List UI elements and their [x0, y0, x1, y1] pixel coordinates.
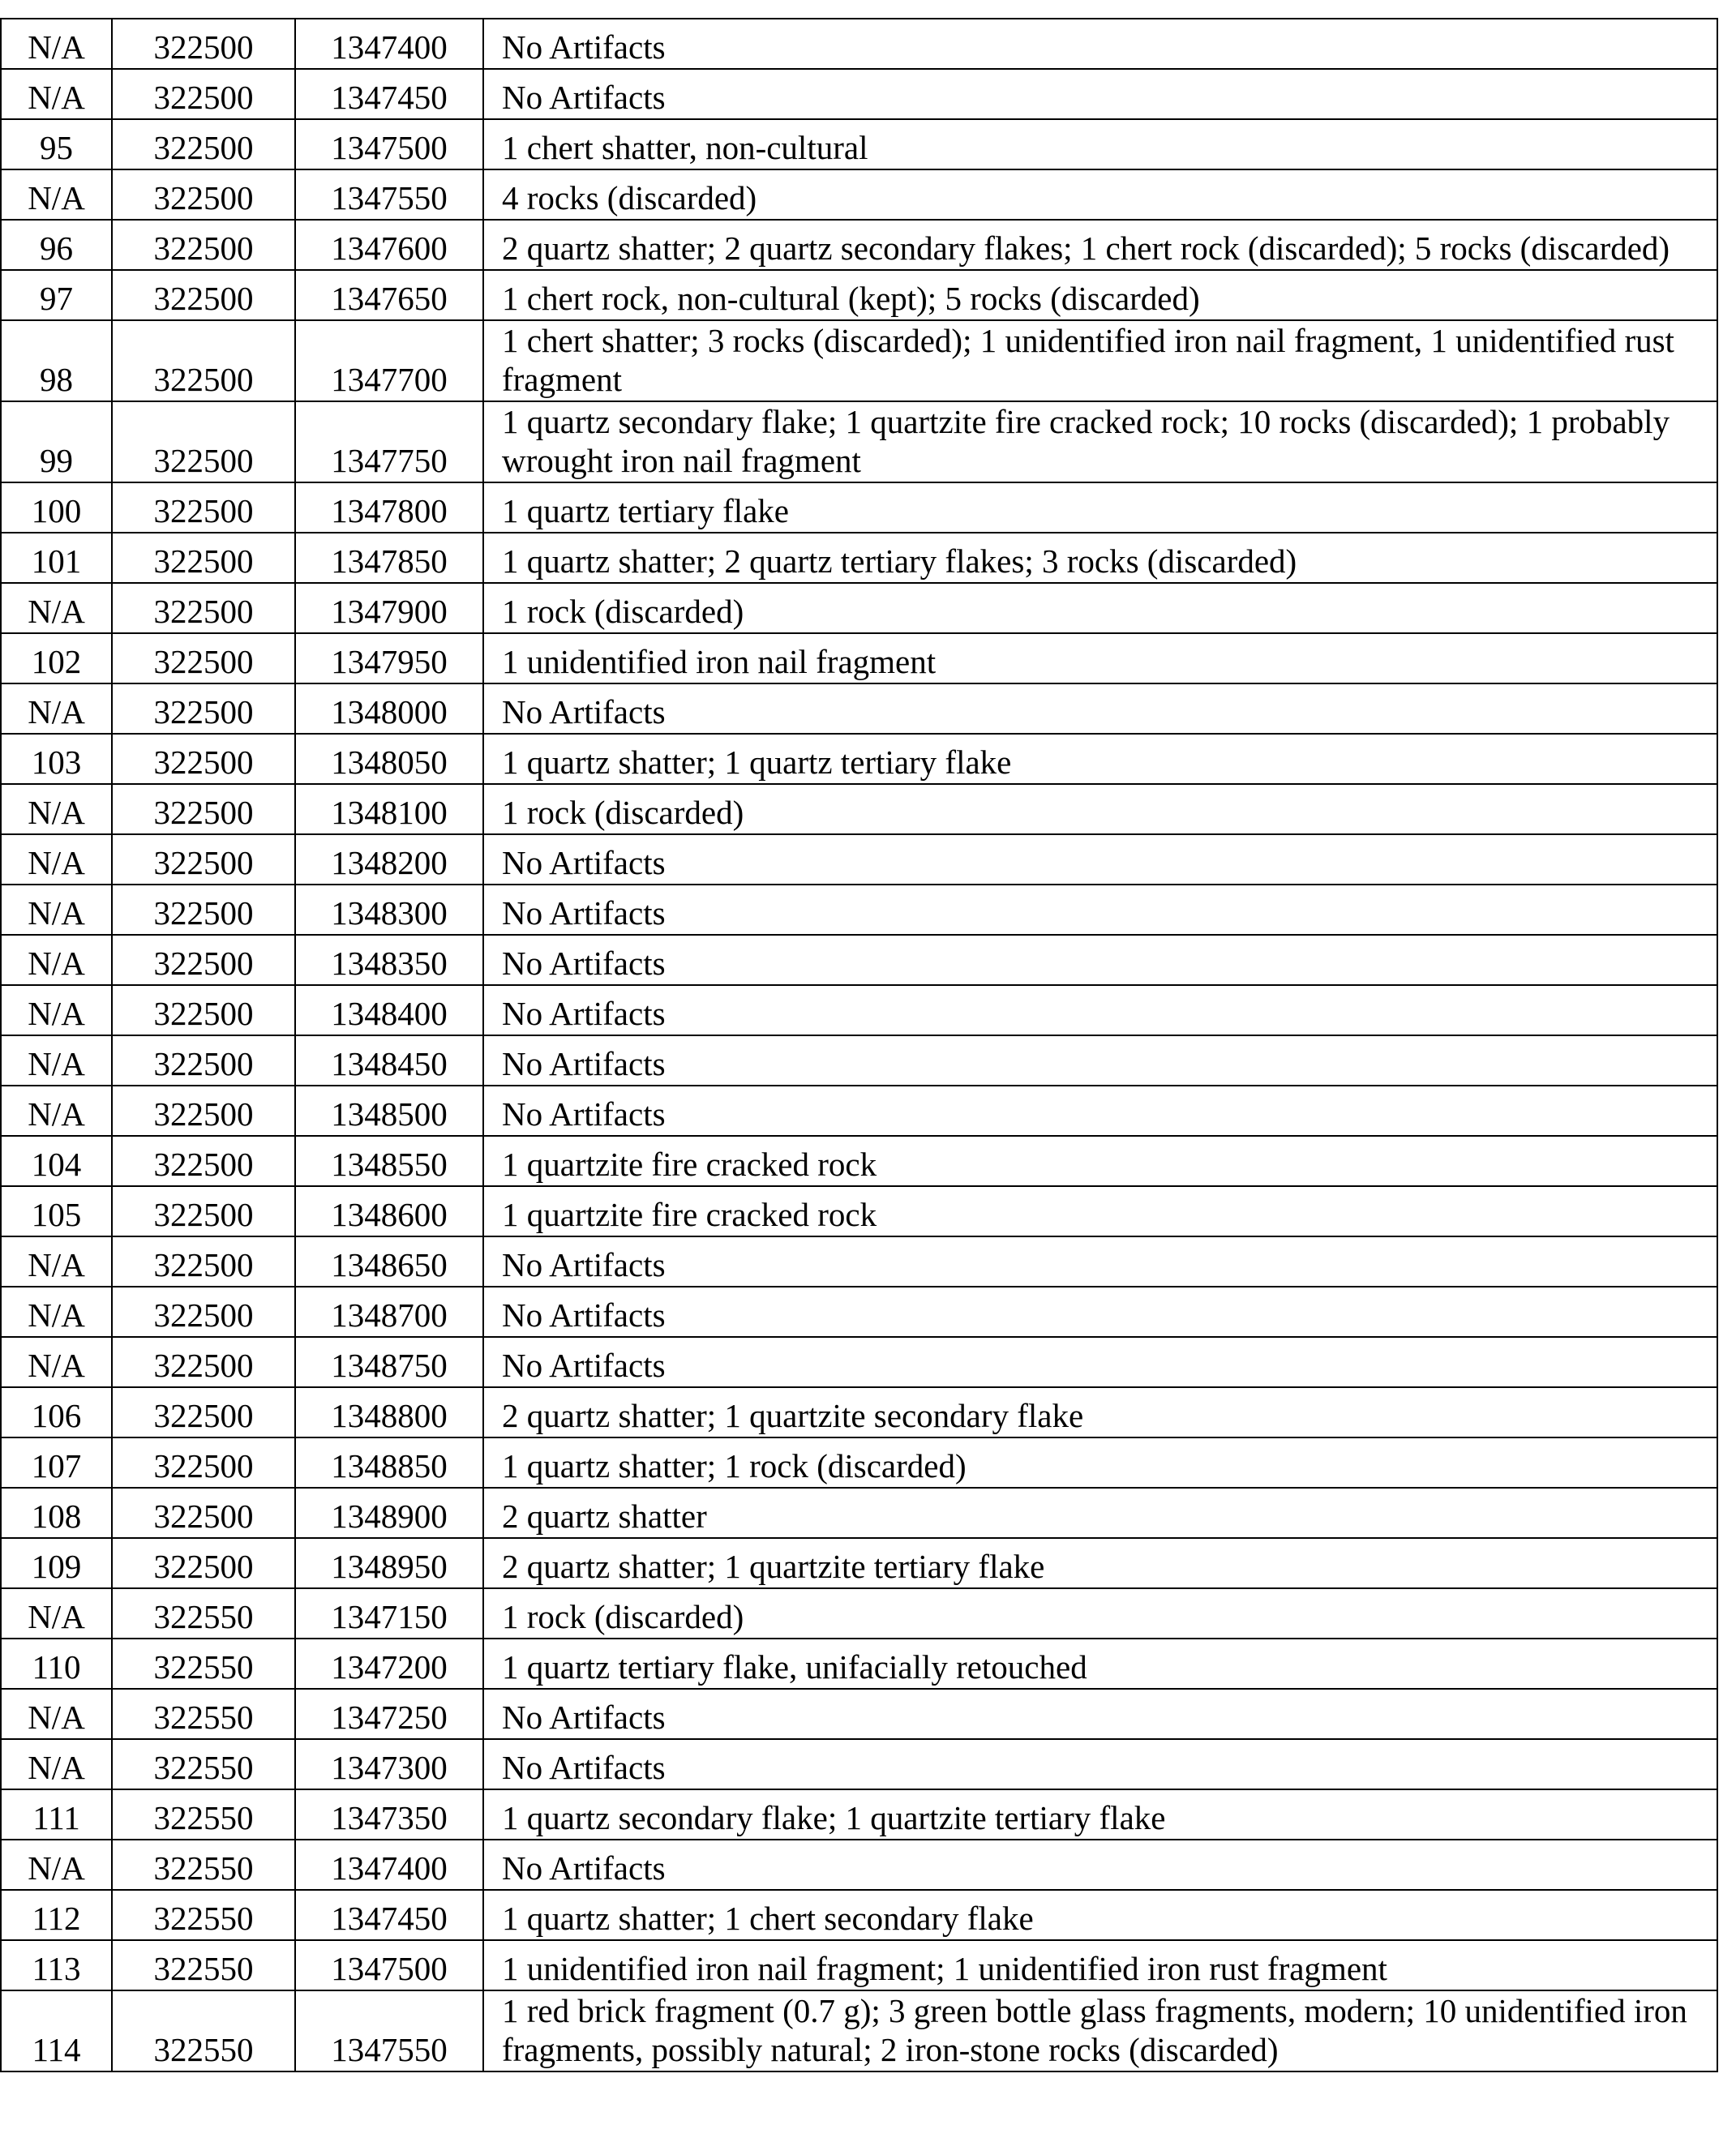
artifacts-description-cell: No Artifacts — [483, 1035, 1717, 1086]
shovel-test-number-cell: N/A — [1, 69, 112, 119]
northing-cell: 1348600 — [295, 1186, 483, 1236]
easting-cell: 322500 — [112, 119, 295, 169]
table-row — [1, 1086, 1717, 1136]
northing-cell: 1347400 — [295, 1840, 483, 1890]
artifact-table-body — [1, 19, 1717, 2071]
artifacts-description-cell: 2 quartz shatter; 2 quartz secondary flakes; 1 chert rock (discarded); 5 rocks (discarded) — [483, 220, 1717, 270]
shovel-test-number-cell: N/A — [1, 1287, 112, 1337]
artifacts-description-cell: No Artifacts — [483, 1337, 1717, 1387]
easting-cell: 322500 — [112, 683, 295, 734]
table-row — [1, 1940, 1717, 1990]
northing-cell: 1348700 — [295, 1287, 483, 1337]
easting-cell: 322550 — [112, 1689, 295, 1739]
northing-cell: 1347550 — [295, 1990, 483, 2071]
easting-cell: 322550 — [112, 1990, 295, 2071]
northing-cell: 1347300 — [295, 1739, 483, 1789]
northing-cell: 1347400 — [295, 19, 483, 69]
artifacts-description-cell: 1 quartz secondary flake; 1 quartzite tertiary flake — [483, 1789, 1717, 1840]
shovel-test-number-cell: 108 — [1, 1488, 112, 1538]
easting-cell: 322550 — [112, 1840, 295, 1890]
shovel-test-number-cell: N/A — [1, 1840, 112, 1890]
easting-cell: 322500 — [112, 784, 295, 834]
artifacts-description-cell: No Artifacts — [483, 19, 1717, 69]
shovel-test-number-cell: N/A — [1, 19, 112, 69]
artifacts-description-cell: 1 quartz shatter; 1 quartz tertiary flake — [483, 734, 1717, 784]
shovel-test-number-cell: 96 — [1, 220, 112, 270]
table-row — [1, 1236, 1717, 1287]
northing-cell: 1348850 — [295, 1437, 483, 1488]
shovel-test-number-cell: N/A — [1, 583, 112, 633]
shovel-test-number-cell: 110 — [1, 1639, 112, 1689]
northing-cell: 1348900 — [295, 1488, 483, 1538]
northing-cell: 1347700 — [295, 320, 483, 401]
easting-cell: 322500 — [112, 1086, 295, 1136]
table-row — [1, 1739, 1717, 1789]
easting-cell: 322500 — [112, 320, 295, 401]
shovel-test-number-cell: N/A — [1, 885, 112, 935]
artifacts-description-cell: 1 unidentified iron nail fragment; 1 unidentified iron rust fragment — [483, 1940, 1717, 1990]
northing-cell: 1347250 — [295, 1689, 483, 1739]
northing-cell: 1348750 — [295, 1337, 483, 1387]
table-row — [1, 1337, 1717, 1387]
artifacts-description-cell: No Artifacts — [483, 885, 1717, 935]
easting-cell: 322500 — [112, 583, 295, 633]
northing-cell: 1348500 — [295, 1086, 483, 1136]
northing-cell: 1348550 — [295, 1136, 483, 1186]
artifacts-description-cell: No Artifacts — [483, 1287, 1717, 1337]
northing-cell: 1348050 — [295, 734, 483, 784]
easting-cell: 322500 — [112, 169, 295, 220]
northing-cell: 1348000 — [295, 683, 483, 734]
shovel-test-number-cell: 105 — [1, 1186, 112, 1236]
artifacts-description-cell: 1 red brick fragment (0.7 g); 3 green bottle glass fragments, modern; 10 unidentified iron fragments, possibly natural; 2 iron-stone rocks (discarded) — [483, 1990, 1717, 2071]
easting-cell: 322500 — [112, 1186, 295, 1236]
artifacts-description-cell: 2 quartz shatter — [483, 1488, 1717, 1538]
artifacts-description-cell: 2 quartz shatter; 1 quartzite secondary flake — [483, 1387, 1717, 1437]
easting-cell: 322500 — [112, 633, 295, 683]
artifacts-description-cell: 1 chert rock, non-cultural (kept); 5 rocks (discarded) — [483, 270, 1717, 320]
northing-cell: 1347550 — [295, 169, 483, 220]
easting-cell: 322500 — [112, 401, 295, 482]
easting-cell: 322500 — [112, 935, 295, 985]
northing-cell: 1348200 — [295, 834, 483, 885]
artifacts-description-cell: 1 unidentified iron nail fragment — [483, 633, 1717, 683]
artifacts-description-cell: No Artifacts — [483, 985, 1717, 1035]
artifacts-description-cell: No Artifacts — [483, 1236, 1717, 1287]
table-row — [1, 1136, 1717, 1186]
shovel-test-number-cell: N/A — [1, 1236, 112, 1287]
northing-cell: 1347450 — [295, 69, 483, 119]
shovel-test-number-cell: 106 — [1, 1387, 112, 1437]
artifacts-description-cell: 1 rock (discarded) — [483, 784, 1717, 834]
artifact-table — [0, 18, 1718, 2072]
table-row — [1, 885, 1717, 935]
artifacts-description-cell: No Artifacts — [483, 683, 1717, 734]
easting-cell: 322500 — [112, 19, 295, 69]
easting-cell: 322500 — [112, 1437, 295, 1488]
artifacts-description-cell: 1 chert shatter; 3 rocks (discarded); 1 unidentified iron nail fragment, 1 unidentified rust fragment — [483, 320, 1717, 401]
easting-cell: 322500 — [112, 533, 295, 583]
shovel-test-number-cell: N/A — [1, 1588, 112, 1639]
shovel-test-number-cell: N/A — [1, 935, 112, 985]
shovel-test-number-cell: 113 — [1, 1940, 112, 1990]
table-row — [1, 270, 1717, 320]
easting-cell: 322500 — [112, 1287, 295, 1337]
easting-cell: 322500 — [112, 220, 295, 270]
table-row — [1, 1840, 1717, 1890]
easting-cell: 322550 — [112, 1639, 295, 1689]
northing-cell: 1347650 — [295, 270, 483, 320]
table-row — [1, 119, 1717, 169]
shovel-test-number-cell: N/A — [1, 1035, 112, 1086]
northing-cell: 1348350 — [295, 935, 483, 985]
shovel-test-number-cell: N/A — [1, 1086, 112, 1136]
artifacts-description-cell: 2 quartz shatter; 1 quartzite tertiary flake — [483, 1538, 1717, 1588]
artifacts-description-cell: 1 quartzite fire cracked rock — [483, 1136, 1717, 1186]
northing-cell: 1348950 — [295, 1538, 483, 1588]
easting-cell: 322550 — [112, 1940, 295, 1990]
shovel-test-number-cell: N/A — [1, 169, 112, 220]
northing-cell: 1347600 — [295, 220, 483, 270]
shovel-test-number-cell: N/A — [1, 683, 112, 734]
table-row — [1, 1890, 1717, 1940]
northing-cell: 1348450 — [295, 1035, 483, 1086]
shovel-test-number-cell: N/A — [1, 1689, 112, 1739]
northing-cell: 1347150 — [295, 1588, 483, 1639]
artifacts-description-cell: 1 quartz tertiary flake — [483, 482, 1717, 533]
shovel-test-number-cell: 109 — [1, 1538, 112, 1588]
shovel-test-number-cell: 107 — [1, 1437, 112, 1488]
artifacts-description-cell: No Artifacts — [483, 935, 1717, 985]
easting-cell: 322550 — [112, 1890, 295, 1940]
easting-cell: 322500 — [112, 1538, 295, 1588]
artifacts-description-cell: 1 chert shatter, non-cultural — [483, 119, 1717, 169]
table-row — [1, 985, 1717, 1035]
table-row — [1, 1287, 1717, 1337]
northing-cell: 1347450 — [295, 1890, 483, 1940]
shovel-test-number-cell: 98 — [1, 320, 112, 401]
northing-cell: 1347200 — [295, 1639, 483, 1689]
artifacts-description-cell: 1 quartzite fire cracked rock — [483, 1186, 1717, 1236]
table-row — [1, 220, 1717, 270]
easting-cell: 322500 — [112, 69, 295, 119]
artifacts-description-cell: 1 quartz tertiary flake, unifacially retouched — [483, 1639, 1717, 1689]
easting-cell: 322500 — [112, 734, 295, 784]
easting-cell: 322500 — [112, 834, 295, 885]
table-row — [1, 633, 1717, 683]
table-row — [1, 1488, 1717, 1538]
artifacts-description-cell: No Artifacts — [483, 1689, 1717, 1739]
northing-cell: 1347500 — [295, 1940, 483, 1990]
northing-cell: 1347750 — [295, 401, 483, 482]
shovel-test-number-cell: N/A — [1, 985, 112, 1035]
artifacts-description-cell: 1 quartz shatter; 1 chert secondary flake — [483, 1890, 1717, 1940]
table-row — [1, 1437, 1717, 1488]
easting-cell: 322500 — [112, 482, 295, 533]
table-row — [1, 935, 1717, 985]
northing-cell: 1347800 — [295, 482, 483, 533]
easting-cell: 322550 — [112, 1588, 295, 1639]
table-row — [1, 1186, 1717, 1236]
shovel-test-number-cell: 104 — [1, 1136, 112, 1186]
northing-cell: 1348800 — [295, 1387, 483, 1437]
artifacts-description-cell: 1 quartz shatter; 2 quartz tertiary flakes; 3 rocks (discarded) — [483, 533, 1717, 583]
easting-cell: 322550 — [112, 1739, 295, 1789]
shovel-test-number-cell: N/A — [1, 834, 112, 885]
shovel-test-number-cell: 103 — [1, 734, 112, 784]
artifacts-description-cell: 1 quartz shatter; 1 rock (discarded) — [483, 1437, 1717, 1488]
table-row — [1, 683, 1717, 734]
table-row — [1, 1538, 1717, 1588]
table-row — [1, 734, 1717, 784]
northing-cell: 1347350 — [295, 1789, 483, 1840]
artifacts-description-cell: 1 rock (discarded) — [483, 1588, 1717, 1639]
easting-cell: 322500 — [112, 1236, 295, 1287]
northing-cell: 1347900 — [295, 583, 483, 633]
table-row — [1, 482, 1717, 533]
artifacts-description-cell: 1 rock (discarded) — [483, 583, 1717, 633]
shovel-test-number-cell: N/A — [1, 1739, 112, 1789]
northing-cell: 1347850 — [295, 533, 483, 583]
artifacts-description-cell: No Artifacts — [483, 834, 1717, 885]
shovel-test-number-cell: 112 — [1, 1890, 112, 1940]
artifacts-description-cell: No Artifacts — [483, 1739, 1717, 1789]
table-row — [1, 1789, 1717, 1840]
shovel-test-number-cell: 99 — [1, 401, 112, 482]
northing-cell: 1347950 — [295, 633, 483, 683]
table-row — [1, 1387, 1717, 1437]
easting-cell: 322500 — [112, 885, 295, 935]
shovel-test-number-cell: 114 — [1, 1990, 112, 2071]
easting-cell: 322500 — [112, 1387, 295, 1437]
shovel-test-number-cell: 97 — [1, 270, 112, 320]
table-row — [1, 1639, 1717, 1689]
shovel-test-number-cell: N/A — [1, 784, 112, 834]
artifacts-description-cell: No Artifacts — [483, 69, 1717, 119]
shovel-test-number-cell: 101 — [1, 533, 112, 583]
easting-cell: 322500 — [112, 270, 295, 320]
table-row — [1, 69, 1717, 119]
shovel-test-number-cell: 100 — [1, 482, 112, 533]
easting-cell: 322500 — [112, 1488, 295, 1538]
table-row — [1, 1035, 1717, 1086]
table-row — [1, 834, 1717, 885]
northing-cell: 1348100 — [295, 784, 483, 834]
easting-cell: 322500 — [112, 1035, 295, 1086]
table-row — [1, 1689, 1717, 1739]
northing-cell: 1348400 — [295, 985, 483, 1035]
northing-cell: 1347500 — [295, 119, 483, 169]
table-row — [1, 583, 1717, 633]
northing-cell: 1348650 — [295, 1236, 483, 1287]
shovel-test-number-cell: 95 — [1, 119, 112, 169]
table-row — [1, 533, 1717, 583]
easting-cell: 322550 — [112, 1789, 295, 1840]
easting-cell: 322500 — [112, 1136, 295, 1186]
artifacts-description-cell: 4 rocks (discarded) — [483, 169, 1717, 220]
table-row — [1, 169, 1717, 220]
table-row — [1, 1990, 1717, 2071]
table-row — [1, 784, 1717, 834]
table-row — [1, 1588, 1717, 1639]
shovel-test-number-cell: 111 — [1, 1789, 112, 1840]
table-row — [1, 401, 1717, 482]
artifacts-description-cell: 1 quartz secondary flake; 1 quartzite fire cracked rock; 10 rocks (discarded); 1 probably wrought iron nail fragment — [483, 401, 1717, 482]
easting-cell: 322500 — [112, 985, 295, 1035]
artifacts-description-cell: No Artifacts — [483, 1840, 1717, 1890]
shovel-test-number-cell: N/A — [1, 1337, 112, 1387]
easting-cell: 322500 — [112, 1337, 295, 1387]
artifacts-description-cell: No Artifacts — [483, 1086, 1717, 1136]
northing-cell: 1348300 — [295, 885, 483, 935]
table-row — [1, 320, 1717, 401]
shovel-test-number-cell: 102 — [1, 633, 112, 683]
table-row — [1, 19, 1717, 69]
